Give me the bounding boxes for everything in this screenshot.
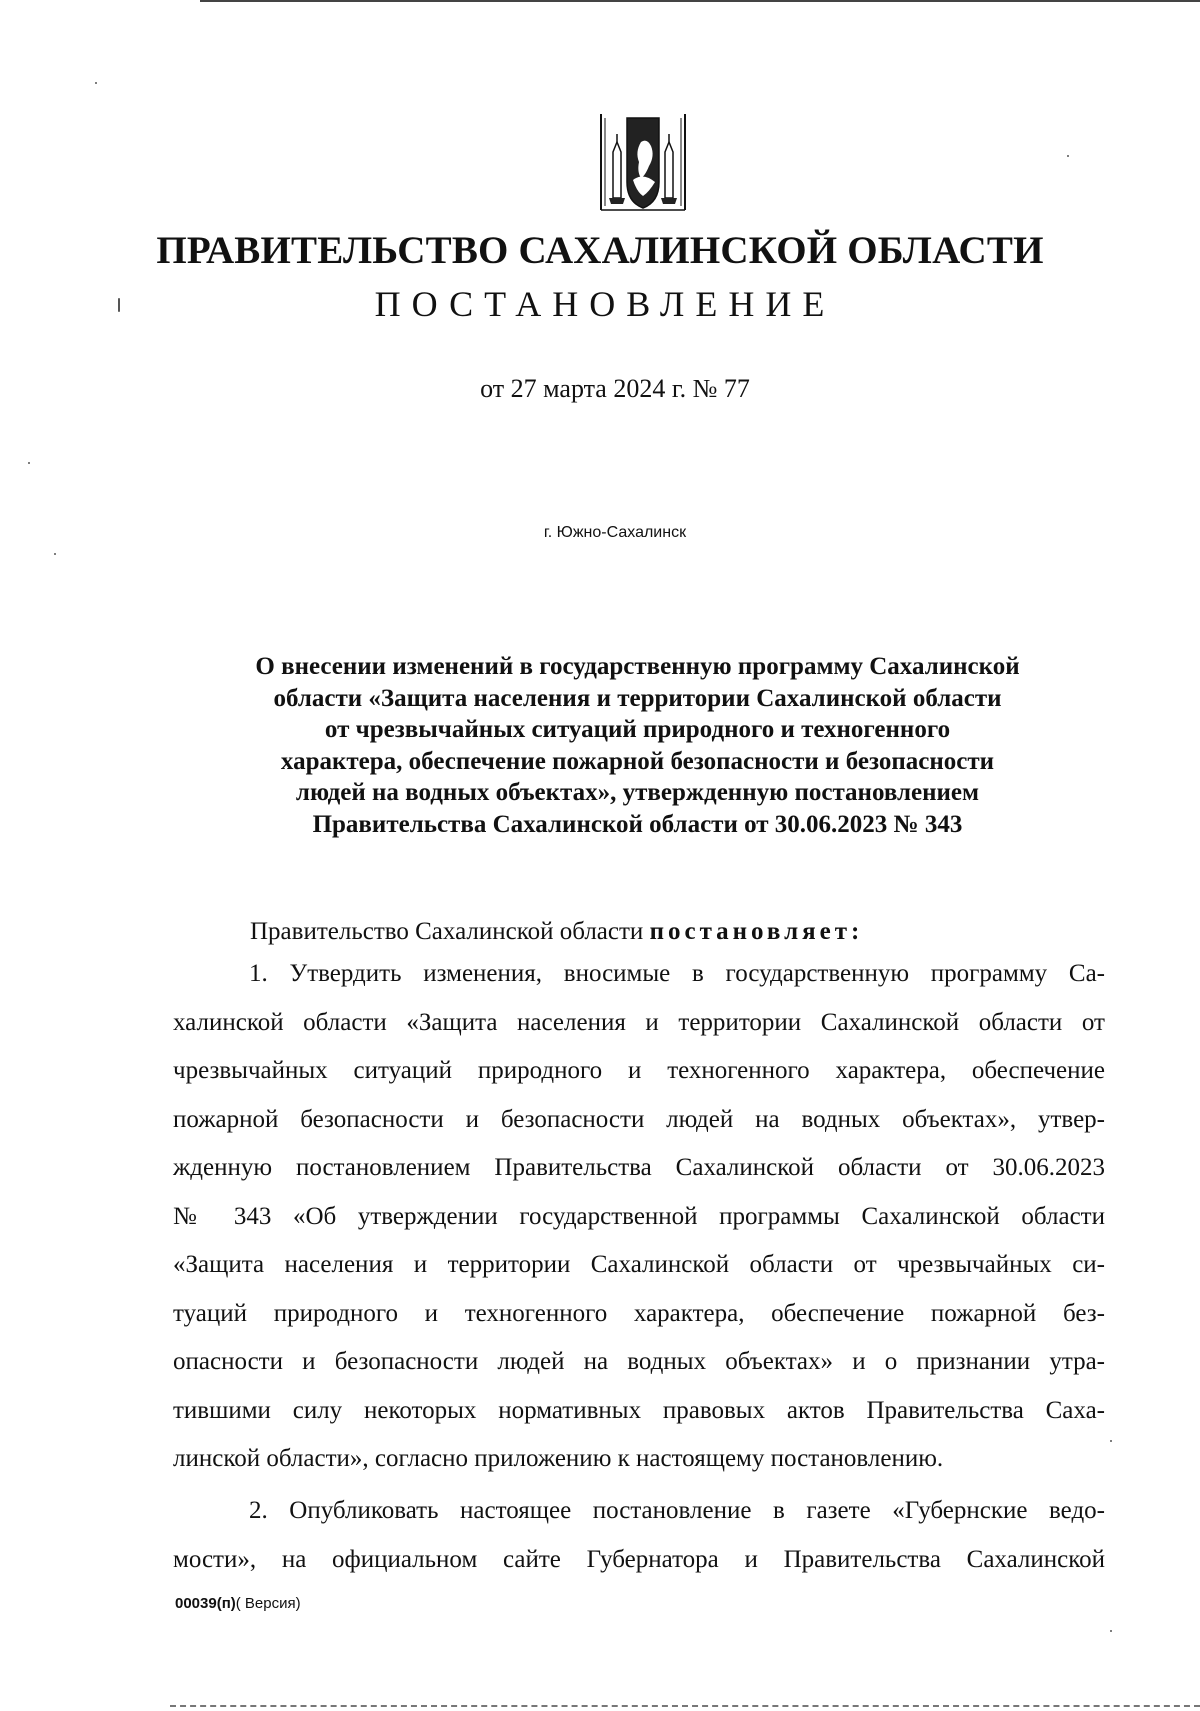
subject-line: Правительства Сахалинской области от 30.06.2023 № 343 <box>312 810 963 838</box>
scan-speck <box>95 82 97 84</box>
scan-border-top <box>200 0 1200 2</box>
paragraph-line: 2. Опубликовать настоящее постановление в газете «Губернские ведо- <box>249 1497 1105 1524</box>
paragraph-line: пожарной безопасности и безопасности людей на водных объектах», утвер- <box>173 1105 1105 1133</box>
paragraph-2 <box>173 1487 1105 1584</box>
document-type: ПОСТАНОВЛЕНИЕ <box>374 284 836 324</box>
document-subject <box>170 651 1105 840</box>
scan-speck <box>28 462 30 464</box>
scan-speck <box>1067 155 1069 157</box>
footer-document-code <box>175 1595 301 1612</box>
preamble <box>250 918 1110 946</box>
paragraph-line: № 343 «Об утверждении государственной программы Сахалинской области <box>173 1202 1105 1230</box>
subject-line: людей на водных объектах», утвержденную постановлением <box>295 779 980 806</box>
paragraph-line: жденную постановлением Правительства Сахалинской области от 30.06.2023 <box>173 1154 1105 1181</box>
preamble-text: Правительство Сахалинской области <box>250 918 650 945</box>
paragraph-line: мости», на официальном сайте Губернатора и Правительства Сахалинской <box>173 1545 1105 1573</box>
scan-speck <box>1110 1440 1112 1442</box>
subject-line: от чрезвычайных ситуаций природного и техногенного <box>324 716 951 743</box>
paragraph-line: опасности и безопасности людей на водных объектах» и о признании утра- <box>173 1348 1105 1375</box>
subject-line: характера, обеспечение пожарной безопасности и безопасности <box>280 747 995 775</box>
paragraph-line: 1. Утвердить изменения, вносимые в государственную программу Са- <box>249 960 1105 987</box>
government-title: ПРАВИТЕЛЬСТВО САХАЛИНСКОЙ ОБЛАСТИ <box>156 229 1044 272</box>
document-date-number: от 27 марта 2024 г. № 77 <box>480 374 750 403</box>
paragraph-line: «Защита населения и территории Сахалинской области от чрезвычайных си- <box>173 1251 1105 1278</box>
footer-code: 00039(п) <box>175 1595 236 1612</box>
scan-speck <box>54 553 56 555</box>
scan-border-bottom <box>170 1705 1200 1707</box>
paragraph-line: туаций природного и техногенного характера, обеспечение пожарной без- <box>173 1299 1105 1327</box>
paragraph-line: тившими силу некоторых нормативных правовых актов Правительства Саха- <box>173 1396 1105 1424</box>
paragraph-1 <box>173 950 1105 1484</box>
paragraph-line: линской области», согласно приложению к настоящему постановлению. <box>173 1445 944 1472</box>
sakhalin-coat-of-arms-icon <box>597 112 689 214</box>
paragraph-line: чрезвычайных ситуаций природного и техногенного характера, обеспечение <box>173 1057 1105 1084</box>
footer-version: ( Версия) <box>235 1595 301 1612</box>
subject-line: области «Защита населения и территории Сахалинской области <box>273 684 1002 712</box>
scan-speck <box>1110 1630 1112 1632</box>
document-city: г. Южно-Сахалинск <box>543 524 687 541</box>
preamble-emphasis: постановляет: <box>649 918 864 945</box>
paragraph-line: халинской области «Защита населения и территории Сахалинской области от <box>173 1008 1105 1036</box>
subject-line: О внесении изменений в государственную программу Сахалинской <box>255 653 1020 680</box>
